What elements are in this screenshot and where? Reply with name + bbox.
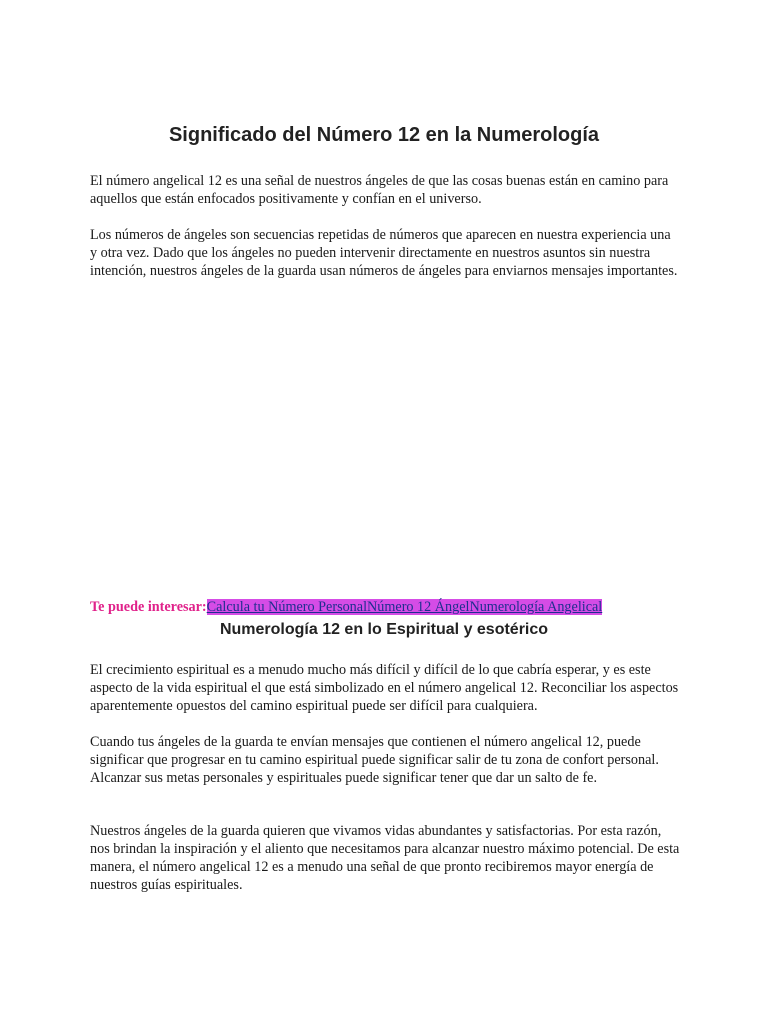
body-paragraph-3: Nuestros ángeles de la guarda quieren que vivamos vidas abundantes y satisfactorias. Por esta razón, nos brindan la inspiración y el aliento que necesitamos para alcanzar nuestro máximo potencial. De esta manera, el número angelical 12 es a menudo una señal de que pronto recibiremos mayor energía de nuestros guías espirituales.	[90, 823, 680, 893]
intro-paragraph-1: El número angelical 12 es una señal de nuestros ángeles de que las cosas buenas están en camino para aquellos que están enfocados positivamente y confían en el universo.	[90, 173, 669, 207]
related-links	[90, 598, 710, 616]
link-calcula-numero-personal[interactable]: Calcula tu Número Personal	[206, 599, 368, 615]
related-links-highlight	[207, 599, 603, 615]
related-links-label: Te puede interesar:	[90, 599, 207, 615]
link-numerologia-angelical[interactable]: Numerología Angelical	[469, 599, 603, 615]
intro-paragraph-2: Los números de ángeles son secuencias repetidas de números que aparecen en nuestra experiencia una y otra vez. Dado que los ángeles no pueden intervenir directamente en nuestros asuntos sin nuestra intención, nuestros ángeles de la guarda usan números de ángeles para enviarnos mensajes importantes.	[90, 227, 678, 279]
body-paragraph-2: Cuando tus ángeles de la guarda te envían mensajes que contienen el número angelical 12, puede significar que progresar en tu camino espiritual puede significar salir de tu zona de confort personal. Alcanzar sus metas personales y espirituales puede significar tener que dar un salto de fe.	[90, 734, 659, 786]
section-subtitle: Numerología 12 en lo Espiritual y esotérico	[219, 621, 549, 638]
link-numero-12-angel[interactable]: Número 12 Ángel	[367, 599, 470, 615]
body-paragraph-1: El crecimiento espiritual es a menudo mucho más difícil y difícil de lo que cabría esperar, y es este aspecto de la vida espiritual el que está simbolizado en el número angelical 12. Reconciliar los aspectos aparentemente opuestos del camino espiritual puede ser difícil para cualquiera.	[90, 662, 679, 714]
page-title: Significado del Número 12 en la Numerología	[168, 124, 600, 146]
